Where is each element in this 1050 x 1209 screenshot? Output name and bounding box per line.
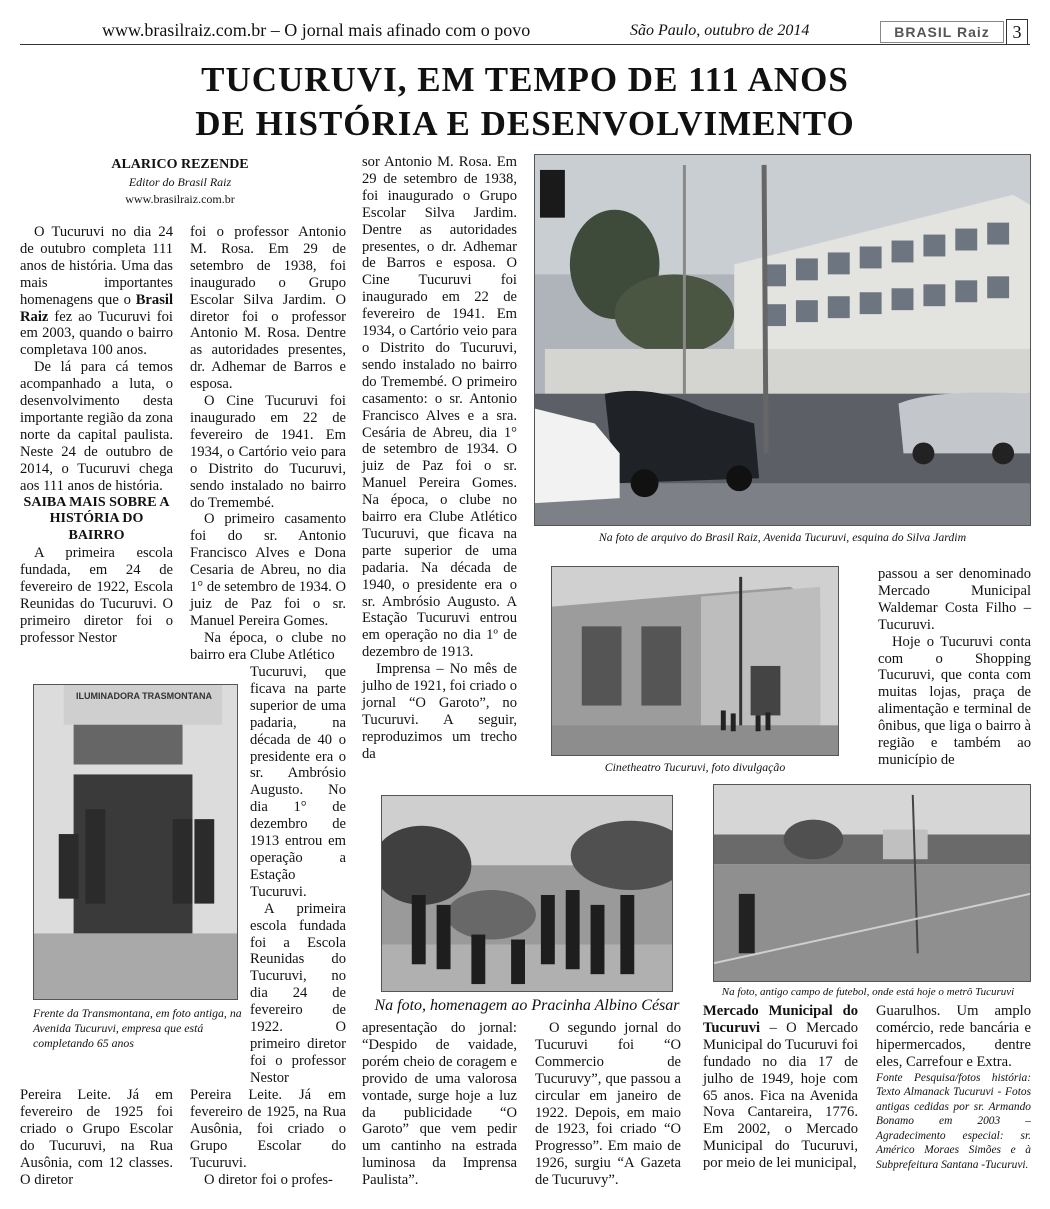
title-line-2: DE HISTÓRIA E DESENVOLVIMENTO — [195, 104, 855, 143]
header-divider — [20, 44, 1030, 45]
article-title — [40, 58, 1010, 146]
street-scene-image — [535, 155, 1030, 525]
byline — [20, 156, 340, 208]
photo-campo-futebol — [713, 784, 1031, 982]
storefront-image — [34, 685, 237, 999]
photo-homenagem — [381, 795, 673, 992]
column-3 — [362, 154, 517, 763]
section-heading: Mercado Municipal do Tucuruvi — [703, 1003, 858, 1036]
page-number: 3 — [1006, 19, 1028, 45]
paragraph: passou a ser denominado Mercado Municipal Waldemar Costa Filho – Tucuruvi. — [878, 566, 1031, 633]
brasil-raiz-logo: BRASIL Raiz — [880, 21, 1004, 43]
paragraph: O Tucuruvi no dia 24 de outubro completa 111 anos de história. Uma das mais importantes homenagens que o Brasil Raiz fez ao Tucuruvi foi em 2003, quando o bairro completava 100 anos. — [20, 224, 173, 359]
storefront-sign: ILUMINADORA TRASMONTANA — [76, 691, 212, 701]
column-4 — [535, 1020, 681, 1189]
cinema-caption: Cinetheatro Tucuruvi, foto divulgação — [604, 760, 786, 774]
paragraph: apresentação do jornal: “Despido de vaidade, porém cheio de coragem e provido de uma valorosa vontade, surge hoje a luz da publicidade “O Garoto” que vem pedir um cantinho na estrada luminosa da Imprensa Paulista”. — [362, 1020, 517, 1189]
column-6 — [878, 566, 1031, 769]
author-name: ALARICO REZENDE — [111, 157, 249, 172]
paragraph: Guarulhos. Um amplo comércio, rede bancária e hipermercados, dentre eles, Carrefour e Extra. — [876, 1003, 1031, 1070]
paragraph: Mercado Municipal do Tucuruvi – O Mercado Municipal do Tucuruvi foi fundado no dia 17 de julho de 1949, hoje com 65 anos. Fica na Avenida Nova Cantareira, 1776. Em 2002, o Mercado Municipal do Tucuruvi, por meio de lei municipal, — [703, 1003, 858, 1172]
photo-avenida-tucuruvi — [534, 154, 1031, 526]
paragraph: Na época, o clube no bairro era Clube Atlético — [190, 629, 346, 663]
cinema-building-image — [552, 567, 838, 755]
paragraph: O Cine Tucuruvi foi inaugurado em 22 de fevereiro de 1941. Em 1934, o Cartório veio para o Distrito do Tucuruvi, sendo instalado no bairro do Tremembé. — [190, 393, 346, 511]
section-heading: SAIBA MAIS SOBRE A HISTÓRIA DO BAIRRO — [23, 494, 170, 544]
paragraph: Imprensa – No mês de julho de 1921, foi criado o jornal “O Garoto”, no Tucuruvi. A seguir, reproduzimos um trecho da — [362, 661, 517, 762]
author-role: Editor do Brasil Raiz — [128, 175, 232, 189]
paragraph: A primeira escola fundada, em 24 de fevereiro de 1922, Escola Reunidas do Tucuruvi. O primeiro diretor foi o professor Nestor — [20, 545, 173, 646]
source-credit: Fonte Pesquisa/fotos história: Texto Almanack Tucuruvi - Fotos antigas cedidas por sr. Armando Bonamo em 2003 – Agradecimento especial: sr. Américo Moraes Simões e à Subprefeitura Santana -Tucuruvi. — [876, 1071, 1031, 1171]
column-2 — [190, 224, 346, 664]
paragraph: Tucuruvi, que ficava na parte superior de uma padaria, na década de 40 o presidente era o sr. Ambrósio Augusto. No dia 1° de dezembro de 1913 entrou em operação a Estação Tucuruvi. — [250, 664, 346, 900]
column-2-bottom — [190, 1087, 346, 1188]
field-image — [714, 785, 1030, 981]
crowd-image — [382, 796, 672, 991]
paragraph: Pereira Leite. Já em fevereiro de 1925 foi criado o Grupo Escolar do Tucuruvi, na Rua Ausônia, com 12 classes. O diretor — [20, 1087, 173, 1188]
paragraph: sor Antonio M. Rosa. Em 29 de setembro de 1938, foi inaugurado o Grupo Escolar Silva Jardim. Dentre as autoridades presentes, o dr. Adhemar de Barros e esposa. O Cine Tucuruvi foi inaugurado em 22 de fevereiro de 1941. Em 1934, o Cartório veio para o Distrito do Tucuruvi, sendo instalado no bairro do Tremembé. O primeiro casamento: o sr. Antonio Francisco Alves e a sra. Cesária de Abreu, dia 1° de setembro de 1934. O juiz de Paz foi o sr. Manuel Pereira Gomes. Na época, o clube no bairro era Clube Atlético Tucuruvi, que ficava na parte superior de uma padaria. Na década de 1940, o presidente era o sr. Ambrósio Augusto. A Estação Tucuruvi entrou em operação no dia 1º de dezembro de 1913. — [362, 154, 517, 661]
paragraph: Hoje o Tucuruvi conta com o Shopping Tucuruvi, que conta com muitas lojas, praça de alimentação e terminal de ônibus, que liga o bairro à região e também ao município de — [878, 633, 1031, 768]
paragraph: O primeiro casamento foi do sr. Antonio Francisco Alves e Dona Cesaria de Abreu, no dia 1° de setembro de 1934. O juiz de Paz foi o sr. Manuel Pereira Gomes. — [190, 511, 346, 629]
column-6-bottom — [876, 1003, 1031, 1172]
title-line-1: TUCURUVI, EM TEMPO DE 111 ANOS — [201, 60, 849, 99]
parade-caption: Na foto, homenagem ao Pracinha Albino César — [374, 997, 680, 1014]
paragraph: O segundo jornal do Tucuruvi foi “O Commercio de Tucuruvy”, que passou a circular em janeiro de 1922. Depois, em maio de 1923, foi criado “O Progresso”. Em maio de 1926, surgiu “A Gazeta de Tucuruvy”. — [535, 1020, 681, 1189]
column-2-narrow — [250, 664, 346, 1087]
paragraph: Pereira Leite. Já em fevereiro de 1925, na Rua Ausônia, foi criado o Grupo Escolar do Tucuruvi. — [190, 1087, 346, 1171]
column-1 — [20, 224, 173, 647]
column-5 — [703, 1003, 858, 1172]
transmontana-caption: Frente da Transmontana, em foto antiga, na Avenida Tucuruvi, empresa que está completando 65 anos — [33, 1006, 242, 1050]
header-url: www.brasilraiz.com.br – O jornal mais afinado com o povo — [102, 20, 531, 40]
author-site: www.brasilraiz.com.br — [125, 192, 235, 206]
photo-cinetheatro — [551, 566, 839, 756]
paragraph: foi o professor Antonio M. Rosa. Em 29 de setembro de 1938, foi inaugurado o Grupo Escolar Silva Jardim. O diretor foi o professor Antonio M. Rosa. Dentre as autoridades presentes, dr. Adhemar de Barros e esposa. — [190, 224, 346, 393]
paragraph: De lá para cá temos acompanhado a luta, o desenvolvimento desta importante região da zona norte da capital paulista. Neste 24 de outubro de 2014, o Tucuruvi chega aos 111 anos de história. — [20, 359, 173, 494]
paragraph: A primeira escola fundada foi a Escola Reunidas do Tucuruvi, no dia 24 de fevereiro de 1922. O primeiro diretor foi o professor Nestor — [250, 900, 346, 1086]
header-date: São Paulo, outubro de 2014 — [630, 22, 810, 39]
column-3-bottom — [362, 1020, 517, 1189]
field-caption: Na foto, antigo campo de futebol, onde está hoje o metrô Tucuruvi — [721, 986, 1015, 998]
avenue-caption: Na foto de arquivo do Brasil Raiz, Avenida Tucuruvi, esquina do Silva Jardim — [598, 530, 967, 544]
photo-transmontana — [33, 684, 238, 1000]
paragraph: O diretor foi o profes- — [204, 1171, 333, 1188]
brasil-raiz-mention: Brasil Raiz — [20, 291, 173, 325]
column-1-bottom — [20, 1087, 173, 1188]
